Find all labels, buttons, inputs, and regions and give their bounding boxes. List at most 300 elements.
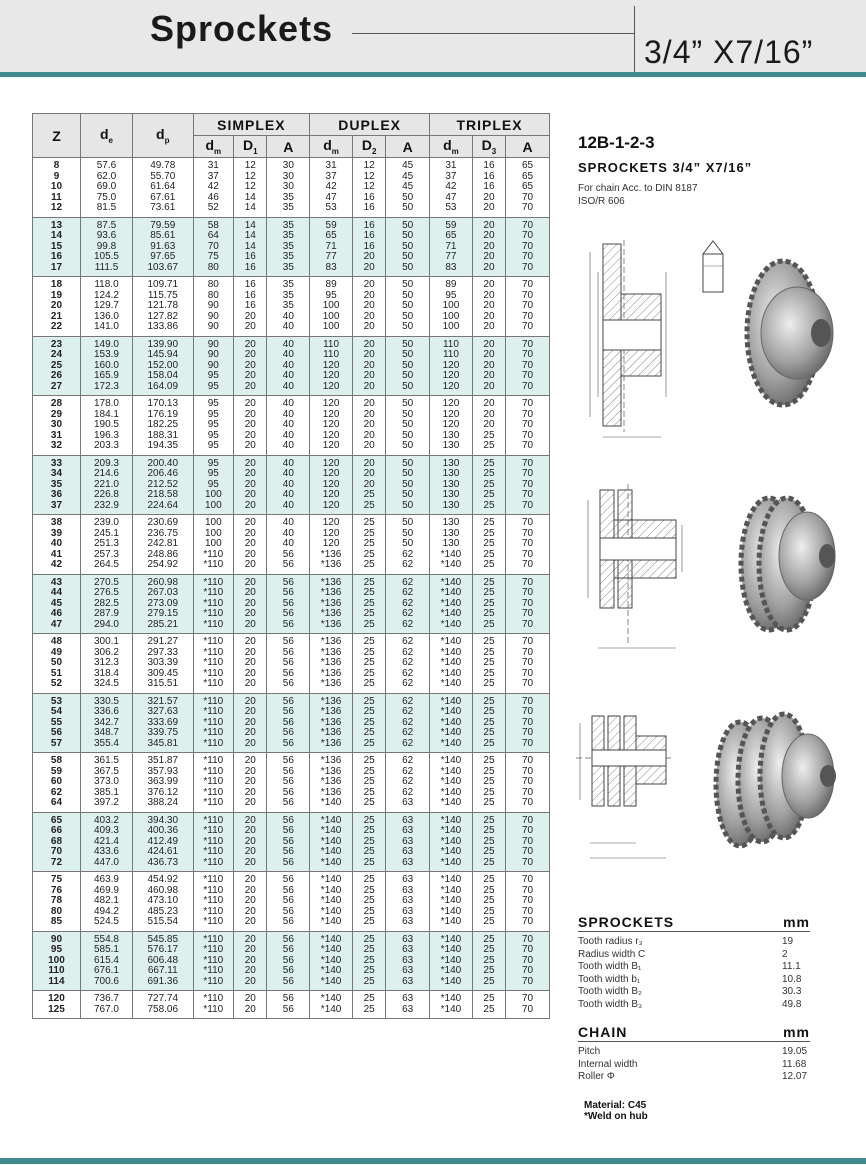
cell-value: 25: [483, 587, 495, 598]
cell-value: 120: [322, 489, 340, 500]
cell-value: 120: [322, 457, 340, 469]
cell-value: 248.86: [147, 548, 179, 560]
cell-value: 25: [363, 776, 375, 787]
cell-value: 62: [402, 618, 414, 630]
cell-value: 40: [282, 398, 294, 409]
table-cell: [430, 158, 473, 218]
cell-value: *110: [203, 933, 224, 945]
cell-value: 25: [483, 517, 495, 528]
cell-value: 20: [244, 825, 256, 836]
cell-value: 95: [325, 289, 337, 301]
table-cell: [193, 931, 234, 991]
group-header-duplex: DUPLEX: [310, 114, 430, 136]
cell-value: 20: [244, 527, 256, 539]
cell-value: 66: [50, 825, 63, 836]
cell-value: 214.6: [93, 468, 119, 479]
cell-value: 35: [282, 202, 294, 213]
cell-value: 35: [282, 289, 294, 301]
cell-value: 37: [325, 170, 337, 182]
cell-value: 257.3: [93, 548, 119, 560]
cell-value: *110: [203, 737, 224, 749]
cell-value: 576.17: [147, 944, 179, 955]
cell-value: 20: [244, 933, 256, 945]
cell-value: 188.31: [147, 429, 179, 441]
cell-value: 70: [522, 289, 534, 301]
cell-value: 56: [282, 755, 294, 766]
table-cell: [267, 455, 310, 515]
table-row-block: [33, 991, 550, 1019]
cell-value: 70: [522, 895, 534, 906]
table-cell: [234, 812, 267, 872]
cell-value: *110: [203, 618, 224, 630]
table-cell: [234, 515, 267, 575]
cell-value: 56: [282, 576, 294, 588]
cell-value: *110: [203, 874, 224, 885]
cell-value: 25: [483, 856, 495, 868]
cell-value: 35: [282, 230, 294, 241]
table-cell: [193, 693, 234, 753]
cell-value: 40: [282, 517, 294, 528]
table-cell: [193, 753, 234, 813]
cell-value: 62: [402, 678, 414, 689]
cell-value: *136: [320, 657, 342, 668]
cell-value: 615.4: [93, 954, 119, 966]
table-cell: [386, 336, 430, 396]
cell-value: 100: [322, 321, 340, 332]
cell-value: 182.25: [147, 419, 179, 430]
cell-value: 62: [50, 786, 63, 798]
cell-value: 70: [522, 765, 534, 777]
table-cell: [472, 217, 505, 277]
cell-value: *140: [320, 884, 342, 896]
cell-value: 25: [363, 706, 375, 717]
cell-value: 90: [207, 338, 219, 350]
cell-value: 70: [522, 478, 534, 490]
cell-value: 70: [522, 1003, 534, 1015]
cell-value: 141.0: [93, 321, 119, 332]
cell-value: 20: [363, 338, 375, 350]
cell-value: *110: [203, 548, 224, 560]
cell-value: 56: [282, 706, 294, 717]
cell-value: 20: [483, 289, 495, 301]
cell-value: 20: [244, 975, 256, 987]
table-cell: [352, 455, 385, 515]
table-cell: [234, 753, 267, 813]
cell-value: *140: [440, 797, 462, 808]
cell-value: 20: [244, 310, 256, 322]
cell-value: 93.6: [96, 230, 117, 241]
table-cell: [472, 277, 505, 337]
cell-value: 12: [363, 160, 375, 171]
triplex-sprocket-photo: [712, 708, 847, 858]
cell-value: 20: [244, 517, 256, 528]
cell-value: 90: [207, 349, 219, 360]
cell-value: *140: [440, 695, 462, 707]
cell-value: 70: [522, 597, 534, 609]
cell-value: 25: [483, 786, 495, 798]
cell-value: 53: [325, 202, 337, 213]
cell-value: *110: [203, 786, 224, 798]
cell-value: 339.75: [147, 727, 179, 738]
cell-value: 70: [522, 349, 534, 360]
cell-value: 50: [402, 457, 414, 469]
cell-value: 61.64: [150, 181, 176, 192]
table-cell: [267, 515, 310, 575]
cell-value: 99.8: [96, 240, 117, 252]
cell-value: 70: [522, 457, 534, 469]
cell-value: 70: [522, 429, 534, 441]
sprockets-spec-rows: [578, 936, 810, 1011]
cell-value: 20: [363, 440, 375, 451]
table-cell: [234, 634, 267, 694]
cell-value: 56: [282, 776, 294, 787]
cell-value: 397.2: [93, 797, 119, 808]
cell-value: 85.61: [150, 230, 176, 241]
cell-value: 515.54: [147, 916, 179, 927]
cell-value: 53: [445, 202, 457, 213]
cell-value: 120: [442, 398, 460, 409]
cell-value: 56: [282, 786, 294, 798]
cell-value: 20: [363, 468, 375, 479]
cell-value: 25: [363, 559, 375, 570]
cell-value: 25: [483, 646, 495, 658]
cell-value: *136: [320, 548, 342, 560]
table-cell: [386, 217, 430, 277]
cell-value: 80: [207, 279, 219, 290]
table-cell: [472, 931, 505, 991]
table-cell: [386, 515, 430, 575]
cell-value: 20: [483, 419, 495, 430]
cell-value: 120: [322, 538, 340, 549]
cell-value: 421.4: [93, 835, 119, 847]
simplex-sprocket-photo: [735, 255, 845, 410]
cell-value: 25: [483, 576, 495, 588]
table-cell: [267, 217, 310, 277]
group-header-simplex: SIMPLEX: [193, 114, 310, 136]
cell-value: *140: [440, 657, 462, 668]
cell-value: 40: [282, 408, 294, 420]
cell-value: 87.5: [96, 219, 117, 231]
cell-value: 287.9: [93, 608, 119, 619]
cell-value: 25: [363, 636, 375, 647]
spec-row: Tooth width B₁ 11.1: [578, 961, 801, 972]
table-cell: [310, 158, 353, 218]
cell-value: 115.75: [147, 289, 178, 301]
table-cell: [267, 277, 310, 337]
table-cell: [430, 812, 473, 872]
cell-value: 40: [282, 338, 294, 350]
cell-value: 56: [282, 678, 294, 689]
cell-value: 367.5: [93, 765, 119, 777]
table-cell: [267, 634, 310, 694]
cell-value: 56: [282, 916, 294, 927]
table-cell: [310, 455, 353, 515]
cell-value: 70: [522, 755, 534, 766]
cell-value: 303.39: [147, 657, 179, 668]
table-cell: [80, 396, 132, 456]
cell-value: 28: [50, 398, 63, 409]
cell-value: 70: [522, 219, 534, 231]
cell-value: 50: [402, 527, 414, 539]
cell-value: 110: [442, 349, 459, 360]
cell-value: 81.5: [96, 202, 117, 213]
cell-value: 100: [322, 300, 340, 311]
table-cell: [430, 515, 473, 575]
cell-value: 111.5: [94, 261, 119, 273]
cell-value: *110: [203, 797, 224, 808]
cell-value: 327.63: [147, 706, 179, 717]
table-cell: [310, 931, 353, 991]
cell-value: 120: [322, 468, 340, 479]
cell-value: *110: [203, 755, 224, 766]
cell-value: 56: [282, 727, 294, 738]
cell-value: 90: [207, 321, 219, 332]
cell-value: 16: [483, 170, 495, 182]
cell-value: *140: [440, 737, 462, 749]
cell-value: *110: [203, 905, 224, 917]
cell-value: *136: [320, 646, 342, 658]
cell-value: 48: [50, 636, 63, 647]
cell-value: 164.09: [147, 380, 179, 392]
cell-value: 56: [282, 797, 294, 808]
cell-value: 20: [244, 846, 256, 857]
cell-value: 14: [244, 202, 256, 213]
cell-value: 70: [522, 468, 534, 479]
cell-value: *110: [203, 765, 224, 777]
cell-value: 105.5: [93, 251, 119, 262]
cell-value: 25: [363, 727, 375, 738]
cell-value: 20: [483, 370, 495, 381]
table-cell: [267, 336, 310, 396]
table-cell: [352, 634, 385, 694]
table-row-block: [33, 931, 550, 991]
cell-value: 400.36: [147, 825, 179, 836]
cell-value: 95: [207, 478, 219, 490]
cell-value: 52: [207, 202, 219, 213]
cell-value: 56: [282, 667, 294, 679]
cell-value: 25: [363, 489, 375, 500]
table-cell: [33, 574, 81, 634]
table-cell: [267, 931, 310, 991]
cell-value: 62: [402, 597, 414, 609]
table-cell: [80, 812, 132, 872]
cell-value: 20: [244, 468, 256, 479]
cell-value: 554.8: [93, 933, 119, 945]
cell-value: 20: [244, 538, 256, 549]
cell-value: 20: [483, 349, 495, 360]
cell-value: 25: [363, 835, 375, 847]
cell-value: 56: [50, 727, 63, 738]
cell-value: 20: [244, 916, 256, 927]
cell-value: 25: [483, 489, 495, 500]
table-cell: [267, 158, 310, 218]
cell-value: 120: [322, 440, 340, 451]
cell-value: 25: [483, 597, 495, 609]
cell-value: *110: [203, 884, 224, 896]
cell-value: 130: [442, 517, 460, 528]
cell-value: *110: [203, 895, 224, 906]
model-subtitle: SPROCKETS 3/4” X7/16”: [578, 160, 753, 175]
cell-value: *140: [440, 576, 462, 588]
table-cell: [506, 753, 550, 813]
cell-value: 70: [522, 678, 534, 689]
table-cell: [193, 634, 234, 694]
table-cell: [352, 872, 385, 932]
cell-value: 37: [445, 170, 457, 182]
cell-value: 110: [48, 965, 65, 976]
cell-value: 11: [51, 191, 62, 203]
cell-value: *136: [320, 618, 342, 630]
cell-value: 149.0: [93, 338, 119, 350]
cell-value: *136: [320, 776, 342, 787]
table-cell: [80, 872, 132, 932]
chain-spec-rows: [578, 1046, 810, 1084]
cell-value: 351.87: [147, 755, 179, 766]
cell-value: 355.4: [93, 737, 119, 749]
triplex-section-drawing: [566, 708, 676, 868]
tooth-profile-drawing: [695, 236, 735, 296]
cell-value: 20: [244, 499, 256, 511]
cell-value: 60: [50, 776, 63, 787]
cell-value: 70: [522, 975, 534, 987]
table-cell: [310, 396, 353, 456]
cell-value: 25: [483, 429, 495, 441]
table-cell: [267, 872, 310, 932]
cell-value: 70: [522, 499, 534, 511]
cell-value: 70: [522, 419, 534, 430]
table-row-block: [33, 396, 550, 456]
cell-value: 20: [363, 408, 375, 420]
table-cell: [33, 634, 81, 694]
cell-value: *140: [440, 1003, 462, 1015]
cell-value: 70: [522, 786, 534, 798]
cell-value: 56: [282, 765, 294, 777]
cell-value: 63: [402, 814, 414, 826]
cell-value: 50: [402, 240, 414, 252]
cell-value: 25: [483, 636, 495, 647]
cell-value: *140: [320, 874, 342, 885]
table-cell: [352, 753, 385, 813]
table-cell: [33, 455, 81, 515]
cell-value: 62: [402, 765, 414, 777]
table-cell: [472, 158, 505, 218]
table-cell: [430, 277, 473, 337]
cell-value: 50: [402, 489, 414, 500]
table-cell: [133, 396, 193, 456]
cell-value: 55: [50, 716, 63, 728]
cell-value: 63: [402, 954, 414, 966]
cell-value: 100: [204, 489, 222, 500]
cell-value: *110: [203, 975, 224, 987]
cell-value: 25: [483, 608, 495, 619]
cell-value: *110: [203, 944, 224, 955]
table-cell: [80, 515, 132, 575]
cell-value: 736.7: [93, 993, 119, 1004]
cell-value: 454.92: [147, 874, 179, 885]
table-cell: [234, 158, 267, 218]
cell-value: 25: [50, 359, 63, 371]
table-cell: [310, 277, 353, 337]
table-cell: [386, 158, 430, 218]
cell-value: 50: [402, 338, 414, 350]
cell-value: 62: [402, 636, 414, 647]
cell-value: 447.0: [93, 856, 119, 868]
cell-value: 35: [50, 478, 63, 490]
cell-value: 25: [483, 727, 495, 738]
cell-value: 145.94: [147, 349, 179, 360]
cell-value: *140: [440, 587, 462, 598]
cell-value: *110: [203, 716, 224, 728]
table-cell: [267, 812, 310, 872]
cell-value: 56: [282, 944, 294, 955]
cell-value: 20: [363, 457, 375, 469]
cell-value: 16: [363, 230, 375, 241]
cell-value: 63: [402, 916, 414, 927]
cell-value: 70: [522, 954, 534, 966]
cell-value: *140: [440, 874, 462, 885]
cell-value: 20: [483, 359, 495, 371]
cell-value: 70: [522, 240, 534, 252]
cell-value: 62: [402, 727, 414, 738]
cell-value: 90: [207, 359, 219, 371]
cell-value: *110: [203, 993, 224, 1004]
cell-value: 245.1: [93, 527, 119, 539]
cell-value: 20: [483, 310, 495, 322]
cell-value: 63: [402, 944, 414, 955]
cell-value: *140: [440, 916, 462, 927]
cell-value: 70: [522, 835, 534, 847]
table-cell: [234, 693, 267, 753]
cell-value: 65: [522, 160, 534, 171]
cell-value: 70: [522, 527, 534, 539]
cell-value: 56: [282, 646, 294, 658]
cell-value: 47: [445, 191, 457, 203]
cell-value: 31: [50, 429, 63, 441]
cell-value: 20: [244, 856, 256, 868]
table-cell: [234, 336, 267, 396]
cell-value: 20: [244, 489, 256, 500]
table-row-block: [33, 455, 550, 515]
table-cell: [472, 634, 505, 694]
cell-value: 50: [50, 657, 63, 668]
standard-note: For chain Acc. to DIN 8187 ISO/R 606: [578, 183, 698, 207]
cell-value: 385.1: [93, 786, 119, 798]
cell-value: 40: [282, 440, 294, 451]
cell-value: *110: [203, 678, 224, 689]
cell-value: *140: [320, 825, 342, 836]
cell-value: 667.11: [147, 965, 178, 976]
cell-value: *140: [320, 846, 342, 857]
cell-value: 20: [363, 321, 375, 332]
table-row-block: [33, 515, 550, 575]
cell-value: 50: [402, 310, 414, 322]
cell-value: 25: [483, 846, 495, 857]
cell-value: 130: [442, 538, 460, 549]
cell-value: 50: [402, 468, 414, 479]
cell-value: 95: [207, 398, 219, 409]
sprockets-spec-table: [578, 914, 810, 1011]
cell-value: 33: [50, 457, 63, 469]
cell-value: 70: [522, 667, 534, 679]
cell-value: 196.3: [93, 429, 119, 441]
cell-value: 158.04: [147, 370, 179, 381]
cell-value: 203.3: [93, 440, 119, 451]
cell-value: 16: [483, 160, 495, 171]
cell-value: 35: [282, 240, 294, 252]
table-cell: [386, 277, 430, 337]
cell-value: 321.57: [147, 695, 179, 707]
cell-value: 121.78: [147, 300, 179, 311]
